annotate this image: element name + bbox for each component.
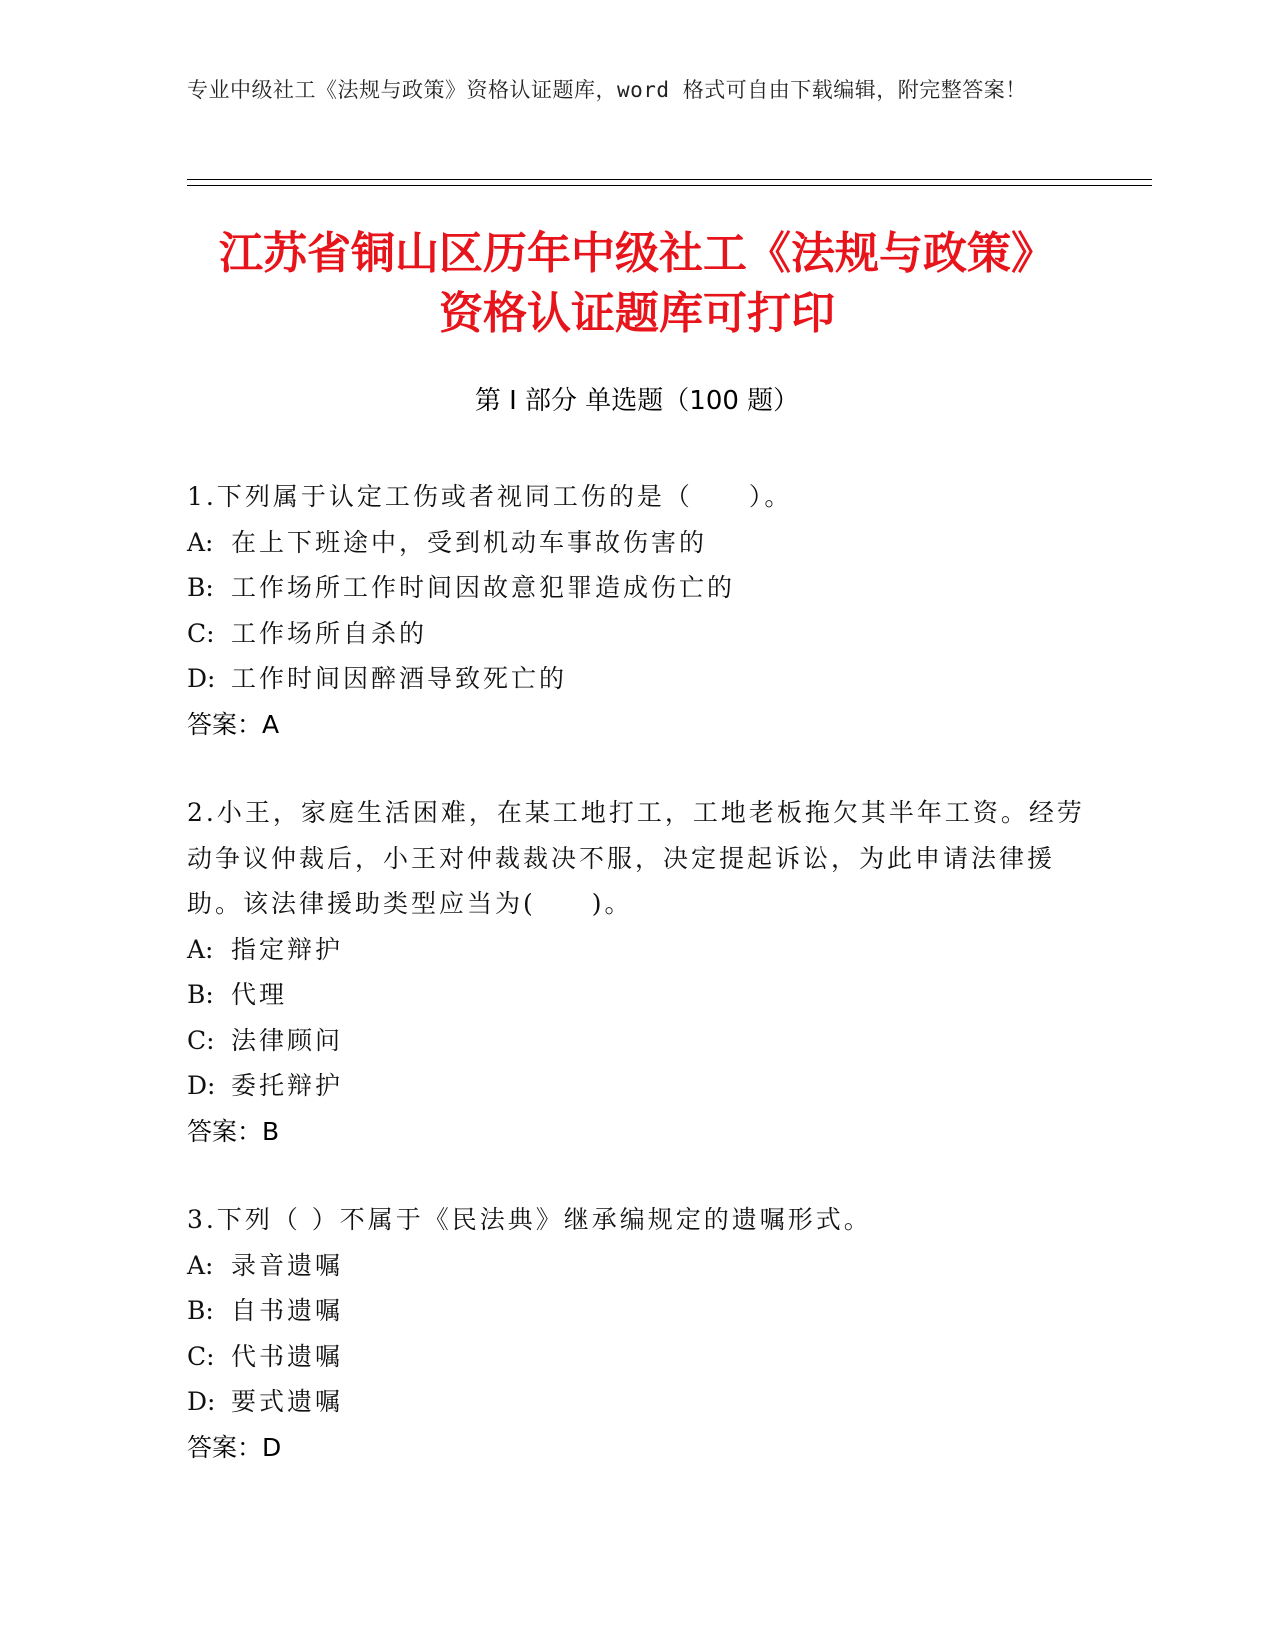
option-letter: C: bbox=[187, 1025, 215, 1055]
option-text: 录音遗嘱 bbox=[231, 1250, 344, 1280]
option-text: 自书遗嘱 bbox=[231, 1296, 344, 1325]
header-rule-top bbox=[187, 179, 1152, 180]
option-letter: A: bbox=[187, 934, 214, 964]
question-stem: 2.小王，家庭生活困难，在某工地打工，工地老板拖欠其半年工资。经劳动争议仲裁后，小王对仲裁裁决不服，决定提起诉讼，为此申请法律援助。该法律援助类型应当为( )。 bbox=[187, 798, 1085, 918]
option-text: 代理 bbox=[231, 980, 288, 1009]
option-letter: D: bbox=[187, 1387, 216, 1416]
option-letter: C: bbox=[187, 618, 215, 648]
header-note: 专业中级社工《法规与政策》资格认证题库，word 格式可自由下载编辑，附完整答案！ bbox=[187, 78, 1027, 102]
option-letter: C: bbox=[187, 1341, 215, 1371]
option-b bbox=[187, 565, 1087, 611]
question-stem: 1.下列属于认定工伤或者视同工伤的是（ ）。 bbox=[187, 482, 793, 511]
header-rule-bottom bbox=[187, 185, 1152, 186]
option-text: 法律顾问 bbox=[231, 1025, 344, 1055]
option-letter: B: bbox=[187, 1296, 214, 1325]
option-c bbox=[187, 611, 1087, 657]
option-d bbox=[187, 1063, 1087, 1109]
option-text: 委托辩护 bbox=[231, 1071, 344, 1100]
option-d bbox=[187, 1379, 1087, 1425]
option-letter: B: bbox=[187, 573, 214, 602]
option-text: 在上下班途中，受到机动车事故伤害的 bbox=[231, 527, 708, 557]
option-text: 要式遗嘱 bbox=[231, 1387, 344, 1416]
question-3 bbox=[187, 1197, 1087, 1470]
option-b bbox=[187, 1288, 1087, 1334]
answer-line: 答案：A bbox=[187, 709, 280, 739]
option-d bbox=[187, 656, 1087, 702]
option-b bbox=[187, 972, 1087, 1018]
option-letter: D: bbox=[187, 664, 216, 693]
option-text: 代书遗嘱 bbox=[231, 1341, 344, 1371]
option-letter: A: bbox=[187, 527, 214, 557]
option-text: 工作场所工作时间因故意犯罪造成伤亡的 bbox=[231, 573, 736, 602]
option-text: 指定辩护 bbox=[231, 934, 344, 964]
question-2 bbox=[187, 790, 1087, 1154]
document-title-line1: 江苏省铜山区历年中级社工《法规与政策》 bbox=[219, 228, 1055, 279]
question-1 bbox=[187, 474, 1087, 747]
option-c bbox=[187, 1018, 1087, 1064]
option-letter: D: bbox=[187, 1071, 216, 1100]
answer-line: 答案：D bbox=[187, 1432, 282, 1462]
option-c bbox=[187, 1334, 1087, 1380]
question-list bbox=[187, 474, 1087, 1513]
option-text: 工作场所自杀的 bbox=[231, 618, 428, 648]
option-letter: A: bbox=[187, 1250, 214, 1280]
answer-line: 答案：B bbox=[187, 1116, 280, 1146]
option-letter: B: bbox=[187, 980, 214, 1009]
option-a bbox=[187, 1243, 1087, 1289]
option-a bbox=[187, 927, 1087, 973]
section-heading: 第 I 部分 单选题（100 题） bbox=[474, 386, 800, 416]
question-stem: 3.下列（ ）不属于《民法典》继承编规定的遗嘱形式。 bbox=[187, 1205, 872, 1234]
option-text: 工作时间因醉酒导致死亡的 bbox=[231, 664, 568, 693]
document-title-line2: 资格认证题库可打印 bbox=[439, 288, 835, 339]
option-a bbox=[187, 520, 1087, 566]
document-title bbox=[137, 224, 1137, 344]
